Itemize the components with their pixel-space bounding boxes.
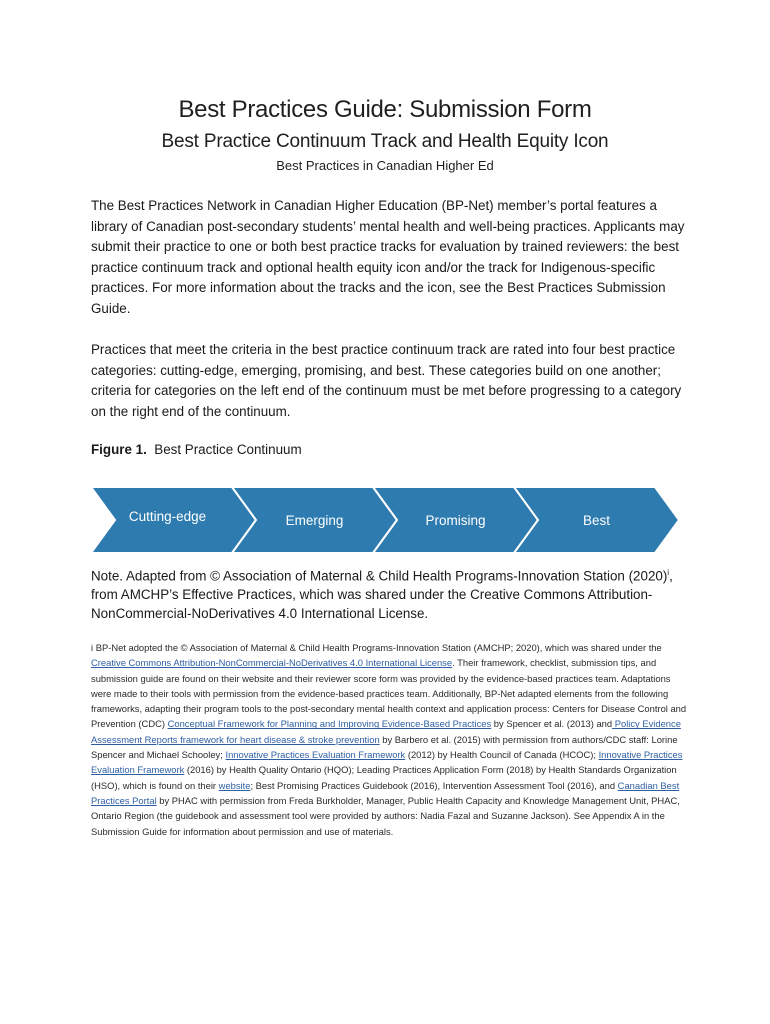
cdc-framework-link[interactable]: Conceptual Framework for Planning and Improving Evidence-Based Practices <box>167 718 492 730</box>
note-footnote-marker: i <box>667 568 670 577</box>
continuum-stage-label: Best <box>582 513 611 528</box>
figure-label: Figure 1. <box>91 442 147 457</box>
footnote <box>91 640 687 839</box>
footnote-text: . Their framework, checklist, submission tips, and submission guide are found on their website and their reviewer score form was provided by the evidence-based practices team. Adaptations were made to their tools with permission from the evidence-based practices team. Additionally, BP-Net adapted elements from the following frameworks, adapting their program tools to the post-secondary mental health context and application process: Centers for Disease Control and Prevention (CDC) <box>91 657 687 730</box>
footnote-text: by Spencer et al. (2013) and <box>491 718 613 730</box>
canadian-best-practices-portal-link[interactable]: Canadian Best Practices Portal <box>91 779 680 806</box>
organization-name: Best Practices in Canadian Higher Ed <box>276 158 494 173</box>
footnote-text: ; Best Promising Practices Guidebook (2016), Intervention Assessment Tool (2016), and <box>250 779 618 791</box>
footnote-text: by Barbero et al. (2015) with permission from authors/CDC staff: Lorine Spencer and Michael Schooley; <box>91 733 678 761</box>
footnote-text: i BP-Net adopted the © Association of Maternal & Child Health Programs-Innovation Station (AMCHP; 2020), which was shared under the <box>91 642 662 653</box>
intro-paragraph: The Best Practices Network in Canadian Higher Education (BP-Net) member’s portal features a library of Canadian post-secondary students’ mental health and well-being practices. Applicants may submit their practice to one or both best practice tracks for evaluation by trained reviewers: the best practice continuum track and optional health equity icon and/or the track for Indigenous-specific practices. For more information about the tracks and the icon, see the Best Practices Submission Guide. <box>91 198 685 316</box>
figure-note <box>91 563 691 623</box>
hso-website-link[interactable]: website <box>218 779 251 791</box>
footnote-text: by PHAC with permission from Freda Burkholder, Manager, Public Health Capacity and Knowledge Management Unit, PHAC, Ontario Region (the guidebook and assessment tool were provided by authors: Nadia Fazal and Suzanne Jackson). See Appendix A in the Submission Guide for information about permission and use of materials. <box>91 794 680 837</box>
document-subtitle: Best Practice Continuum Track and Health Equity Icon <box>161 131 609 152</box>
hcoc-framework-link[interactable]: Innovative Practices Evaluation Framework <box>225 749 406 761</box>
continuum-paragraph: Practices that meet the criteria in the best practice continuum track are rated into four best practice categories: cutting-edge, emerging, promising, and best. These categories build on one another; criteria for categories on the left end of the continuum must be met before progressing to a category on the right end of the continuum. <box>91 342 682 419</box>
policy-evidence-link[interactable]: Policy Evidence Assessment Reports framework for heart disease & stroke prevention <box>91 718 681 745</box>
creative-commons-link[interactable]: Creative Commons Attribution-NonCommercial-NoDerivatives 4.0 International License <box>91 657 453 669</box>
figure-title: Best Practice Continuum <box>154 442 302 457</box>
figure-caption <box>91 442 302 457</box>
footnote-text: (2016) by Health Quality Ontario (HQO); Leading Practices Application Form (2018) by Health Standards Organization (HSO), which is found on their <box>91 764 677 791</box>
best-practice-continuum <box>91 487 679 553</box>
continuum-stage-label: Emerging <box>285 513 344 528</box>
note-text-1: Note. Adapted from © Association of Maternal & Child Health Programs-Innovation Station (2020) <box>91 568 668 584</box>
continuum-stage-label: Cutting-edge <box>128 509 207 524</box>
footnote-text: (2012) by Health Council of Canada (HCOC); <box>405 749 599 761</box>
hqo-framework-link[interactable]: Innovative Practices Evaluation Framework <box>91 749 683 776</box>
continuum-stage-label: Promising <box>425 513 486 528</box>
note-text-2: , from AMCHP’s Effective Practices, which was shared under the Creative Commons Attribution-NonCommercial-NoDerivatives 4.0 International License. <box>91 568 673 622</box>
document-title: Best Practices Guide: Submission Form <box>178 96 592 123</box>
